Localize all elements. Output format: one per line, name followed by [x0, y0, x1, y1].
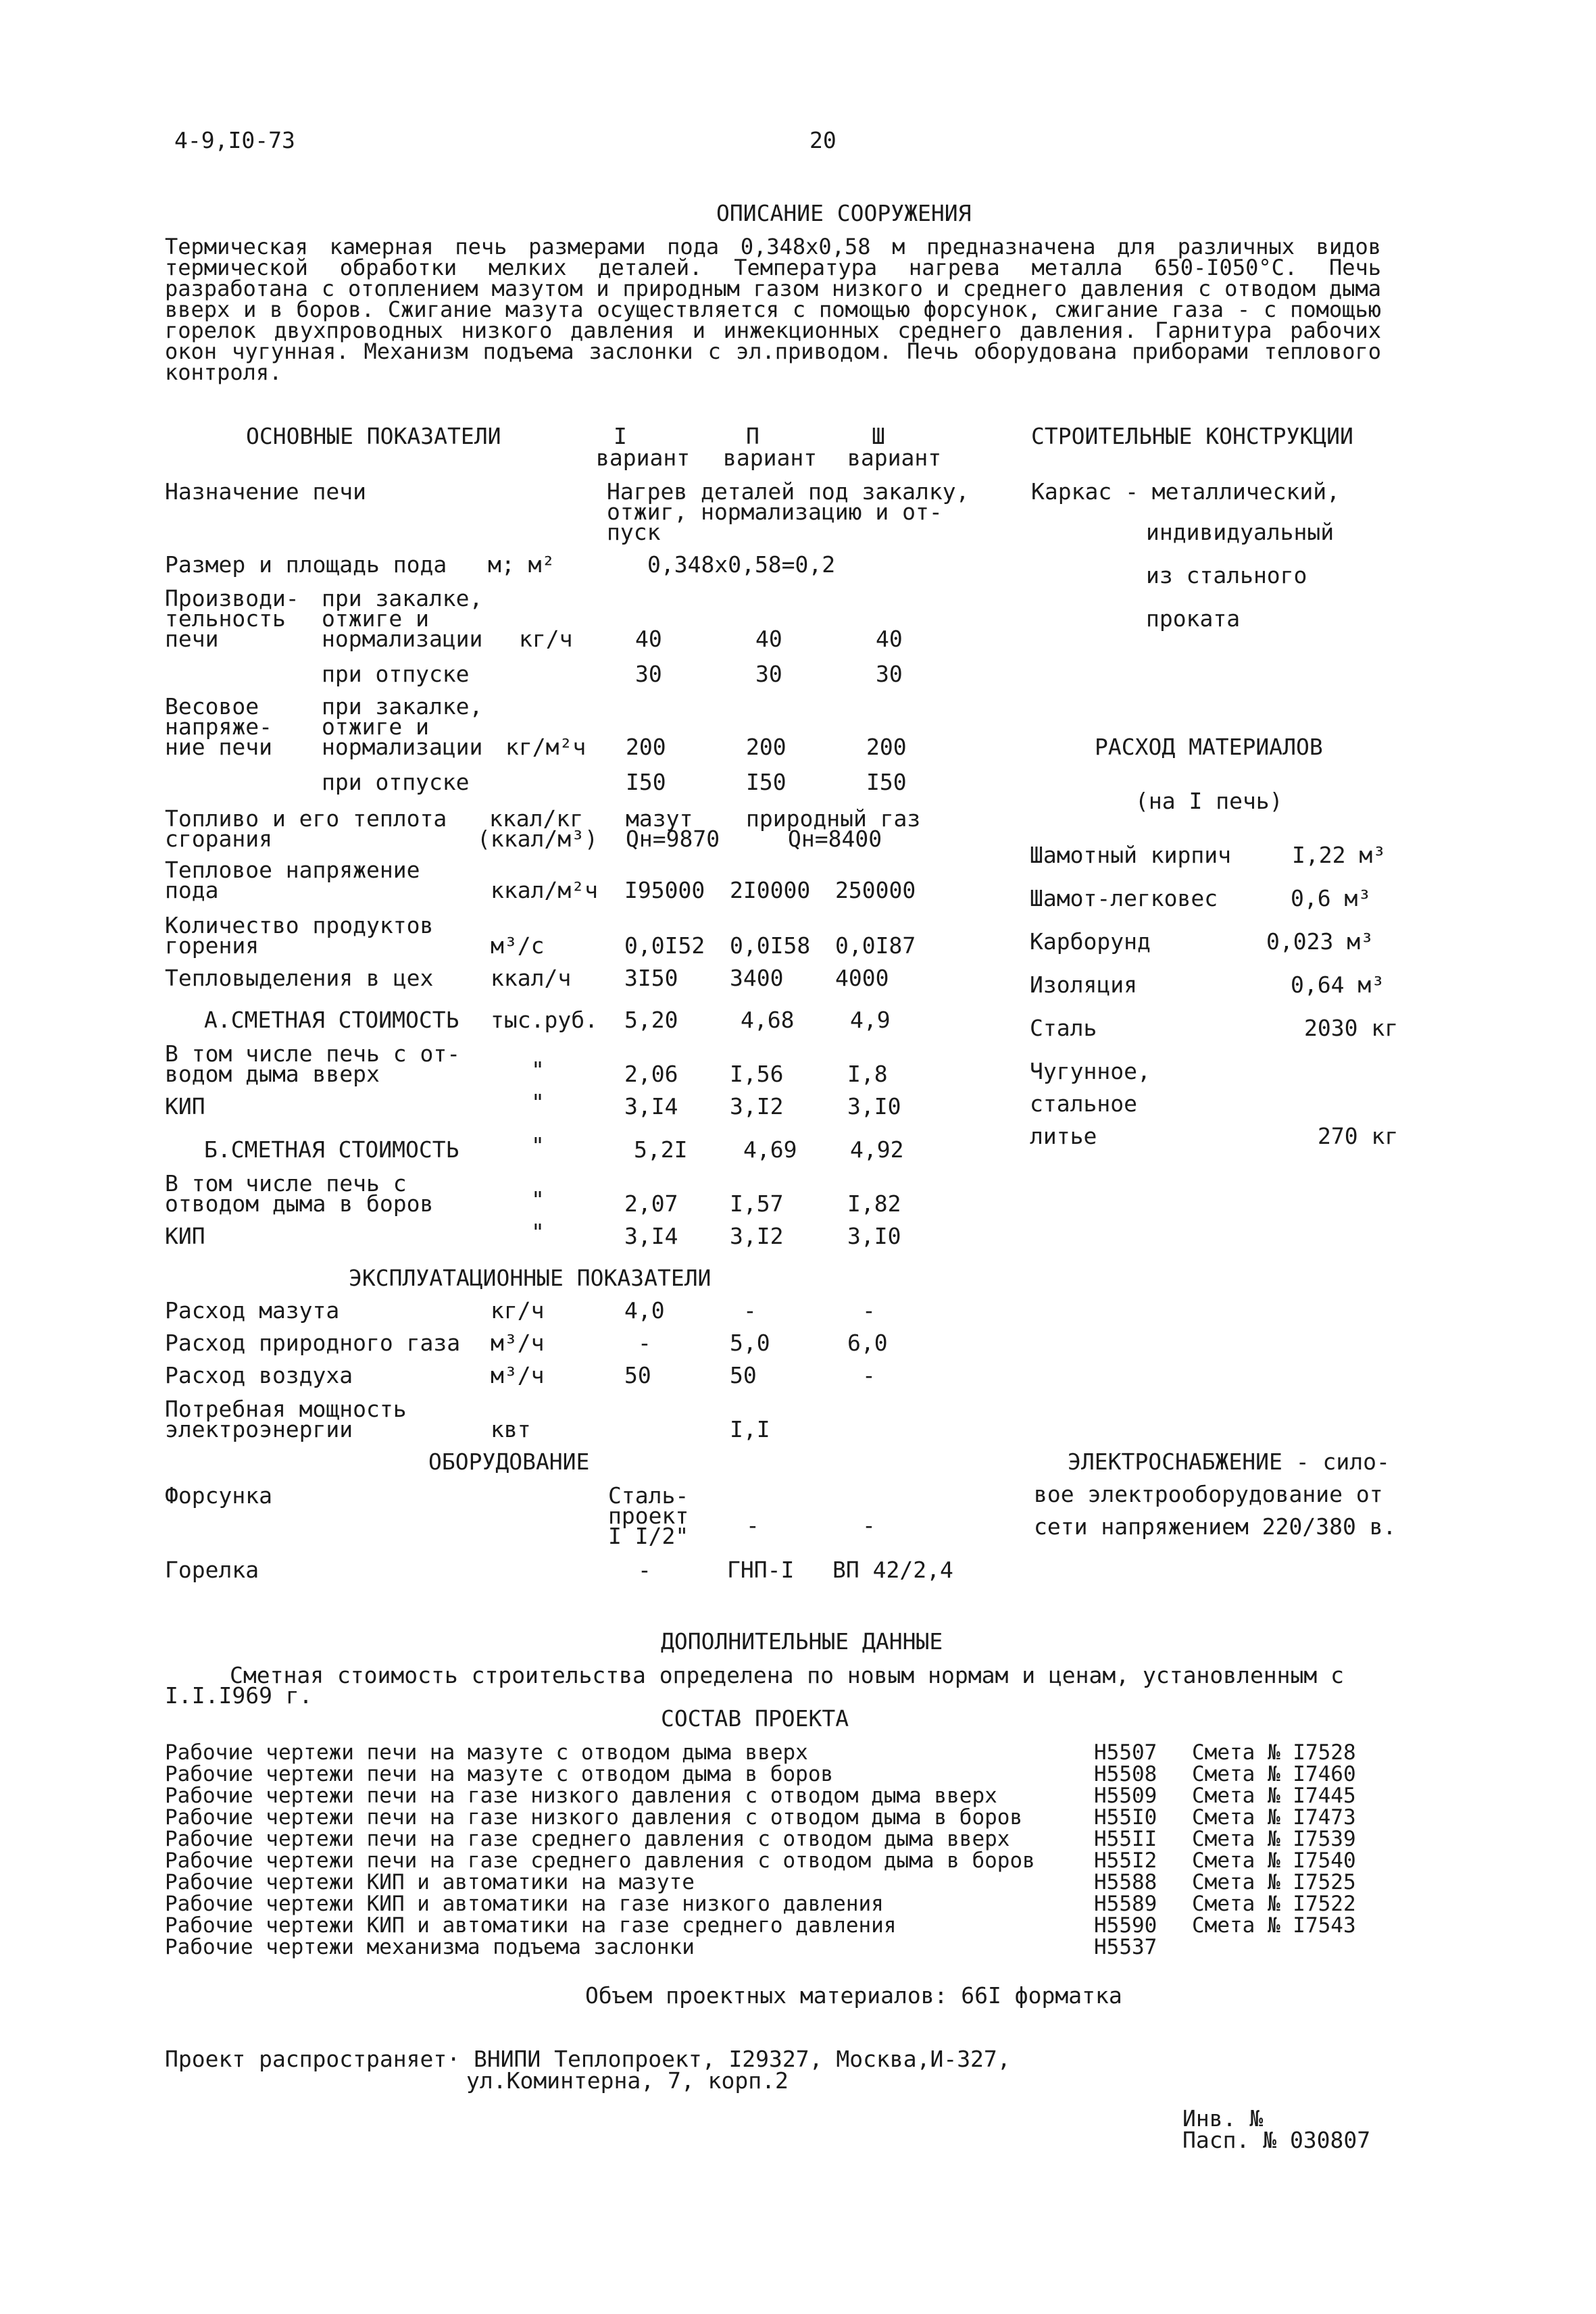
material-name-2: Шамот-легковес: [1030, 885, 1218, 911]
power-supply-line2: вое электрооборудование от: [1034, 1481, 1383, 1507]
project-row-estimate: Смета № I7543: [1192, 1913, 1356, 1938]
cost-a-sub1-unit: ": [531, 1057, 545, 1083]
weight-stress-v1: 200: [626, 734, 666, 760]
material-value-5: 2030 кг: [1304, 1015, 1399, 1041]
additional-line2: I.I.I969 г.: [165, 1682, 313, 1709]
project-row-text: Рабочие чертежи КИП и автоматики на газе среднего давления: [165, 1913, 897, 1938]
combustion-products-unit: м³/с: [491, 932, 545, 959]
heat-release-v1: 3I50: [624, 965, 678, 991]
project-row-code: Н55I0: [1094, 1805, 1157, 1830]
cost-b-sub1-v3: I,82: [847, 1190, 901, 1217]
project-row-text: Рабочие чертежи КИП и автоматики на мазуте: [165, 1870, 695, 1894]
cost-a-sub1-v3: I,8: [847, 1061, 888, 1087]
power-supply-line3: сети напряжением 220/380 в.: [1034, 1513, 1397, 1540]
materials-subtitle: (на I печь): [1135, 788, 1283, 814]
air-consumption-label: Расход воздуха: [165, 1362, 353, 1388]
variant-1-label: вариант: [596, 445, 691, 471]
project-row: [165, 1805, 1356, 1830]
material-name-1: Шамотный кирпич: [1030, 842, 1232, 868]
additional-title: ДОПОЛНИТЕЛЬНЫЕ ДАННЫЕ: [661, 1628, 943, 1655]
project-volume: Объем проектных материалов: 66I форматка: [585, 1982, 1122, 2009]
project-row-text: Рабочие чертежи печи на газе среднего давления с отводом дыма вверх: [165, 1827, 1010, 1851]
cost-b-kip-unit: ": [531, 1219, 545, 1245]
variant-2-label: вариант: [723, 445, 818, 471]
fuel-heat-1: Qн=9870: [626, 826, 720, 852]
combustion-products-label-line2: горения: [165, 932, 259, 959]
variant-1-num: I: [614, 423, 627, 449]
power-demand-label-line2: электроэнергии: [165, 1416, 353, 1442]
combustion-products-v2: 0,0I58: [730, 932, 811, 959]
construction-line1: Каркас - металлический,: [1031, 478, 1340, 505]
material-value-3: 0,023 м³: [1266, 928, 1374, 955]
fuel-unit-line1: ккал/кг: [489, 805, 584, 832]
cost-a-kip-v2: 3,I2: [730, 1093, 784, 1120]
project-row-text: Рабочие чертежи печи на газе низкого давления с отводом дыма вверх: [165, 1784, 997, 1808]
weight-stress-unit: кг/м²ч: [505, 734, 587, 760]
material-name-5: Сталь: [1030, 1015, 1097, 1041]
gas-consumption-unit: м³/ч: [491, 1330, 545, 1356]
air-consumption-v2: 50: [730, 1362, 757, 1388]
inventory-number: Инв. №: [1182, 2105, 1264, 2132]
cast-label-line1: Чугунное,: [1030, 1058, 1151, 1084]
cost-b-v3: 4,92: [850, 1136, 904, 1163]
cost-a-v2: 4,68: [741, 1007, 795, 1033]
nozzle-v2: -: [746, 1512, 759, 1538]
productivity-cond-line3: нормализации: [322, 626, 483, 652]
cost-a-sub1-line1: В том числе печь с от-: [165, 1040, 461, 1067]
page-number: 20: [809, 127, 837, 153]
combustion-products-label-line1: Количество продуктов: [165, 912, 434, 938]
purpose-value-line2: отжиг, нормализацию и от-: [607, 499, 943, 525]
burner-v1: -: [638, 1557, 651, 1583]
fuel-label-line2: сгорания: [165, 826, 272, 852]
weight-stress-v3: 200: [866, 734, 907, 760]
weight-stress-label-line1: Весовое: [165, 693, 259, 720]
fuel-oil-consumption-v3: -: [862, 1297, 876, 1324]
hearth-size-value: 0,348х0,58=0,2: [647, 551, 836, 578]
cost-b-sub1-v1: 2,07: [624, 1190, 678, 1217]
hearth-heat-stress-label-line1: Тепловое напряжение: [165, 857, 420, 883]
project-row-text: Рабочие чертежи печи на газе среднего давления с отводом дыма в боров: [165, 1848, 1035, 1873]
power-demand-label-line1: Потребная мощность: [165, 1396, 407, 1422]
material-value-1: I,22 м³: [1292, 842, 1387, 868]
construction-title: СТРОИТЕЛЬНЫЕ КОНСТРУКЦИИ: [1031, 423, 1353, 449]
equipment-title: ОБОРУДОВАНИЕ: [428, 1449, 590, 1475]
nozzle-v3: -: [862, 1512, 876, 1538]
project-row-estimate: Смета № I7522: [1192, 1892, 1356, 1916]
weight-stress-cond-line2: отжиге и: [322, 713, 429, 740]
heat-release-v3: 4000: [835, 965, 889, 991]
purpose-value-line1: Нагрев деталей под закалку,: [607, 478, 970, 505]
project-row-text: Рабочие чертежи механизма подъема заслонки: [165, 1935, 695, 1959]
burner-v2: ГНП-I: [727, 1557, 795, 1583]
project-row-code: Н55II: [1094, 1827, 1157, 1851]
materials-title: РАСХОД МАТЕРИАЛОВ: [1095, 734, 1323, 760]
cost-b-kip-v3: 3,I0: [847, 1223, 901, 1249]
productivity-cond-line1: при закалке,: [322, 585, 483, 611]
project-row-text: Рабочие чертежи печи на мазуте с отводом дыма в боров: [165, 1762, 834, 1786]
fuel-type-1: мазут: [626, 805, 693, 832]
nozzle-v1-line1: Сталь-: [608, 1482, 689, 1509]
productivity-v1: 40: [635, 626, 662, 652]
power-demand-value: I,I: [730, 1416, 770, 1442]
cost-a-sub1-v1: 2,06: [624, 1061, 678, 1087]
burner-label: Горелка: [165, 1557, 259, 1583]
cast-value: 270 кг: [1318, 1123, 1399, 1149]
burner-v3: ВП 42/2,4: [832, 1557, 953, 1583]
cost-a-kip-v3: 3,I0: [847, 1093, 901, 1120]
project-row: [165, 1827, 1356, 1851]
nozzle-v1-line2: проект: [608, 1503, 689, 1529]
heat-release-v2: 3400: [730, 965, 784, 991]
cast-label-line3: литье: [1030, 1123, 1097, 1149]
cost-b-v1: 5,2I: [634, 1136, 688, 1163]
cost-a-sub1-v2: I,56: [730, 1061, 784, 1087]
nozzle-label: Форсунка: [165, 1482, 272, 1509]
air-consumption-v3: -: [862, 1362, 876, 1388]
productivity-label-line2: тельность: [165, 605, 286, 632]
project-row: [165, 1740, 1356, 1765]
document-code: 4-9,I0-73: [174, 127, 295, 153]
project-row-code: Н55I2: [1094, 1848, 1157, 1873]
main-indicators-title: ОСНОВНЫЕ ПОКАЗАТЕЛИ: [246, 423, 501, 449]
fuel-label-line1: Топливо и его теплота: [165, 805, 447, 832]
fuel-oil-consumption-unit: кг/ч: [491, 1297, 545, 1324]
hearth-size-label: Размер и площадь пода: [165, 551, 447, 578]
project-title: СОСТАВ ПРОЕКТА: [661, 1705, 849, 1732]
project-row-code: Н5588: [1094, 1870, 1157, 1894]
hearth-size-unit: м; м²: [488, 551, 555, 578]
gas-consumption-v3: 6,0: [847, 1330, 888, 1356]
variant-3-label: вариант: [847, 445, 942, 471]
hearth-heat-stress-v3: 250000: [835, 877, 916, 903]
combustion-products-v1: 0,0I52: [624, 932, 705, 959]
project-row-estimate: Смета № I7460: [1192, 1762, 1356, 1786]
heat-release-unit: ккал/ч: [491, 965, 572, 991]
additional-line1: Сметная стоимость строительства определена по новым нормам и ценам, установленным с: [230, 1662, 1345, 1688]
purpose-value-line3: пуск: [607, 519, 661, 545]
project-row: [165, 1784, 1356, 1808]
cost-a-v3: 4,9: [850, 1007, 891, 1033]
construction-line3: из стального: [1146, 562, 1307, 588]
project-row-code: Н5537: [1094, 1935, 1157, 1959]
hearth-heat-stress-v1: I95000: [624, 877, 705, 903]
project-row-code: Н5508: [1094, 1762, 1157, 1786]
productivity-v2: 40: [755, 626, 782, 652]
fuel-heat-2: Qн=8400: [788, 826, 882, 852]
weight-stress-tempering-v2: I50: [746, 769, 787, 795]
variant-2-num: П: [746, 423, 759, 449]
material-value-4: 0,64 м³: [1291, 972, 1385, 998]
cost-b-kip-v2: 3,I2: [730, 1223, 784, 1249]
cost-a-kip-label: КИП: [165, 1093, 205, 1120]
productivity-tempering-v3: 30: [876, 661, 903, 687]
cost-b-sub1-v2: I,57: [730, 1190, 784, 1217]
passport-number: Пасп. № 030807: [1182, 2127, 1371, 2153]
project-row-code: Н5507: [1094, 1740, 1157, 1765]
hearth-heat-stress-v2: 2I0000: [730, 877, 811, 903]
cost-b-kip-v1: 3,I4: [624, 1223, 678, 1249]
project-row: [165, 1848, 1356, 1873]
productivity-tempering-v1: 30: [635, 661, 662, 687]
cost-a-kip-unit: ": [531, 1089, 545, 1115]
project-row-estimate: Смета № I7445: [1192, 1784, 1356, 1808]
cost-b-sub1-unit: ": [531, 1186, 545, 1213]
cost-a-sub1-line2: водом дыма вверх: [165, 1061, 380, 1087]
construction-line4: проката: [1146, 605, 1241, 632]
variant-3-num: Ш: [872, 423, 885, 449]
cost-b-unit: ": [531, 1132, 545, 1159]
cost-b-kip-label: КИП: [165, 1223, 205, 1249]
project-row-text: Рабочие чертежи печи на газе низкого давления с отводом дыма в боров: [165, 1805, 1023, 1830]
distributor-line2: ул.Коминтерна, 7, корп.2: [466, 2067, 789, 2094]
weight-stress-label-line2: напряже-: [165, 713, 272, 740]
hearth-heat-stress-unit: ккал/м²ч: [491, 877, 598, 903]
weight-stress-cond-line1: при закалке,: [322, 693, 483, 720]
fuel-oil-consumption-label: Расход мазута: [165, 1297, 340, 1324]
weight-stress-cond-line3: нормализации: [322, 734, 483, 760]
cost-b-v2: 4,69: [743, 1136, 797, 1163]
construction-line2: индивидуальный: [1146, 519, 1335, 545]
cost-a-title: А.СМЕТНАЯ СТОИМОСТЬ: [204, 1007, 459, 1033]
productivity-tempering-v2: 30: [755, 661, 782, 687]
power-demand-unit: квт: [491, 1416, 531, 1442]
weight-stress-label-line3: ние печи: [165, 734, 272, 760]
gas-consumption-v2: 5,0: [730, 1330, 770, 1356]
fuel-oil-consumption-v1: 4,0: [624, 1297, 665, 1324]
hearth-heat-stress-label-line2: пода: [165, 877, 219, 903]
productivity-v3: 40: [876, 626, 903, 652]
project-row-code: Н5509: [1094, 1784, 1157, 1808]
productivity-label-line3: печи: [165, 626, 219, 652]
weight-stress-tempering-v1: I50: [626, 769, 666, 795]
operating-title: ЭКСПЛУАТАЦИОННЫЕ ПОКАЗАТЕЛИ: [349, 1265, 712, 1291]
project-row-text: Рабочие чертежи КИП и автоматики на газе низкого давления: [165, 1892, 884, 1916]
project-row-estimate: Смета № I7528: [1192, 1740, 1356, 1765]
productivity-cond-line2: отжиге и: [322, 605, 429, 632]
productivity-label-line1: Производи-: [165, 585, 299, 611]
cost-b-sub1-line1: В том числе печь с: [165, 1170, 407, 1197]
project-row-estimate: Смета № I7473: [1192, 1805, 1356, 1830]
air-consumption-unit: м³/ч: [491, 1362, 545, 1388]
cast-label-line2: стальное: [1030, 1090, 1137, 1117]
cost-a-v1: 5,20: [624, 1007, 678, 1033]
purpose-label: Назначение печи: [165, 478, 367, 505]
fuel-unit-line2: (ккал/м³): [477, 826, 598, 852]
cost-a-unit: тыс.руб.: [491, 1007, 598, 1033]
project-row-estimate: Смета № I7525: [1192, 1870, 1356, 1894]
productivity-unit: кг/ч: [519, 626, 573, 652]
material-value-2: 0,6 м³: [1291, 885, 1372, 911]
distributor-line1: Проект распространяет· ВНИПИ Теплопроект, I29327, Москва,И-327,: [165, 2046, 1011, 2072]
combustion-products-v3: 0,0I87: [835, 932, 916, 959]
project-row-code: Н5589: [1094, 1892, 1157, 1916]
project-row: [165, 1870, 1356, 1894]
project-row: [165, 1762, 1356, 1786]
material-name-3: Карборунд: [1030, 928, 1151, 955]
project-row-estimate: Смета № I7539: [1192, 1827, 1356, 1851]
power-supply-line1: ЭЛЕКТРОСНАБЖЕНИЕ - сило-: [1068, 1449, 1390, 1475]
productivity-tempering-cond: при отпуске: [322, 661, 470, 687]
description-title: ОПИСАНИЕ СООРУЖЕНИЯ: [716, 200, 972, 226]
heat-release-label: Тепловыделения в цех: [165, 965, 434, 991]
cost-b-title: Б.СМЕТНАЯ СТОИМОСТЬ: [204, 1136, 459, 1163]
material-name-4: Изоляция: [1030, 972, 1137, 998]
fuel-oil-consumption-v2: -: [743, 1297, 757, 1324]
fuel-type-2: природный газ: [746, 805, 921, 832]
description-text: Термическая камерная печь размерами пода 0,348х0,58 м предназначена для различных видов термической обработки мелких деталей. Температура нагрева металла 650-I050°С. Печь разработана с отоплением мазутом и природным газом низкого и среднего давления с отводом дыма вверх и в боров. Сжигание мазута осуществляется с помощью форсунок, сжигание газа - с помощью горелок двухпроводных низкого давления и инжекционных среднего давления. Гарнитура рабочих окон чугунная. Механизм подъема заслонки с эл.приводом. Печь оборудована приборами теплового контроля.: [165, 234, 1381, 385]
air-consumption-v1: 50: [624, 1362, 651, 1388]
project-row-code: Н5590: [1094, 1913, 1157, 1938]
weight-stress-v2: 200: [746, 734, 787, 760]
project-row: [165, 1892, 1356, 1916]
project-row-text: Рабочие чертежи печи на мазуте с отводом дыма вверх: [165, 1740, 808, 1765]
project-row: [165, 1913, 1356, 1938]
gas-consumption-label: Расход природного газа: [165, 1330, 461, 1356]
project-row: [165, 1935, 1157, 1959]
weight-stress-tempering-v3: I50: [866, 769, 907, 795]
project-row-estimate: Смета № I7540: [1192, 1848, 1356, 1873]
gas-consumption-v1: -: [638, 1330, 651, 1356]
cost-b-sub1-line2: отводом дыма в боров: [165, 1190, 434, 1217]
weight-stress-tempering-cond: при отпуске: [322, 769, 470, 795]
cost-a-kip-v1: 3,I4: [624, 1093, 678, 1120]
nozzle-v1-line3: I I/2": [608, 1523, 689, 1549]
